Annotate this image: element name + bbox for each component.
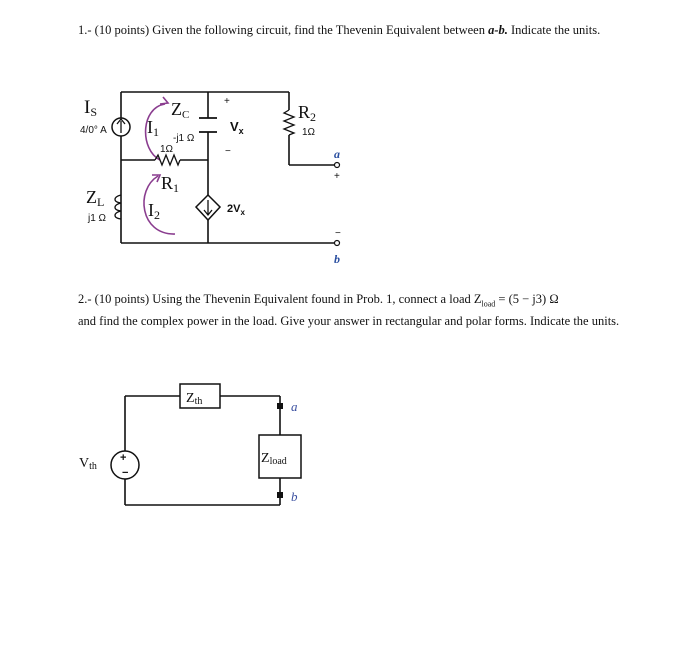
problem-2-load-value: = (5 − j3) Ω [495,292,559,306]
zload-label: Zload [261,451,287,467]
i1-label: I1 [147,117,159,139]
problem-2-text-b: and find the complex power in the load. Give your answer in rectangular and polar forms. Indicate the units. [78,313,620,328]
node-b-label: b [334,252,340,266]
c2-terminal-a [277,403,283,409]
r1-label: R1 [161,173,180,195]
problem-1-tail: Indicate the units. [507,23,601,37]
problem-1-lead: 1.- (10 points) Given the following circuit, find the Thevenin Equivalent between [78,23,489,37]
vx-plus: + [224,96,230,107]
c2-node-a-label: a [291,399,298,414]
is-label: IS [84,97,98,119]
c2-terminal-b [277,492,283,498]
zc-value: -j1 Ω [173,133,195,144]
is-value: 4/0° A [80,125,107,136]
zl-label: ZL [86,187,105,209]
vth-label: Vth [79,456,97,472]
i2-label: I2 [148,200,160,222]
node-a-label: a [334,147,340,161]
vx-label: $V_x$ [230,119,244,136]
r2-value: 1Ω [302,127,316,138]
problem-1-terminals: a-b. [488,23,508,37]
r1-value: 1Ω [160,144,174,155]
a-plus: + [334,171,340,182]
zl-value: j1 Ω [88,213,107,224]
c2-node-b-label: b [291,489,298,504]
zc-label: ZC [171,99,190,121]
problem-2-load-sub: load [481,299,496,309]
problem-2-text-a: 2.- (10 points) Using the Thevenin Equivalent found in Prob. 1, connect a load Z [78,292,482,306]
dep-source-label: $2V_x$ [227,203,245,217]
r2-label: R2 [298,102,317,124]
vx-minus: − [225,146,231,157]
zth-label: Zth [186,391,203,407]
vth-minus: − [122,467,129,479]
b-minus: − [335,228,341,239]
vth-plus: + [120,452,127,464]
